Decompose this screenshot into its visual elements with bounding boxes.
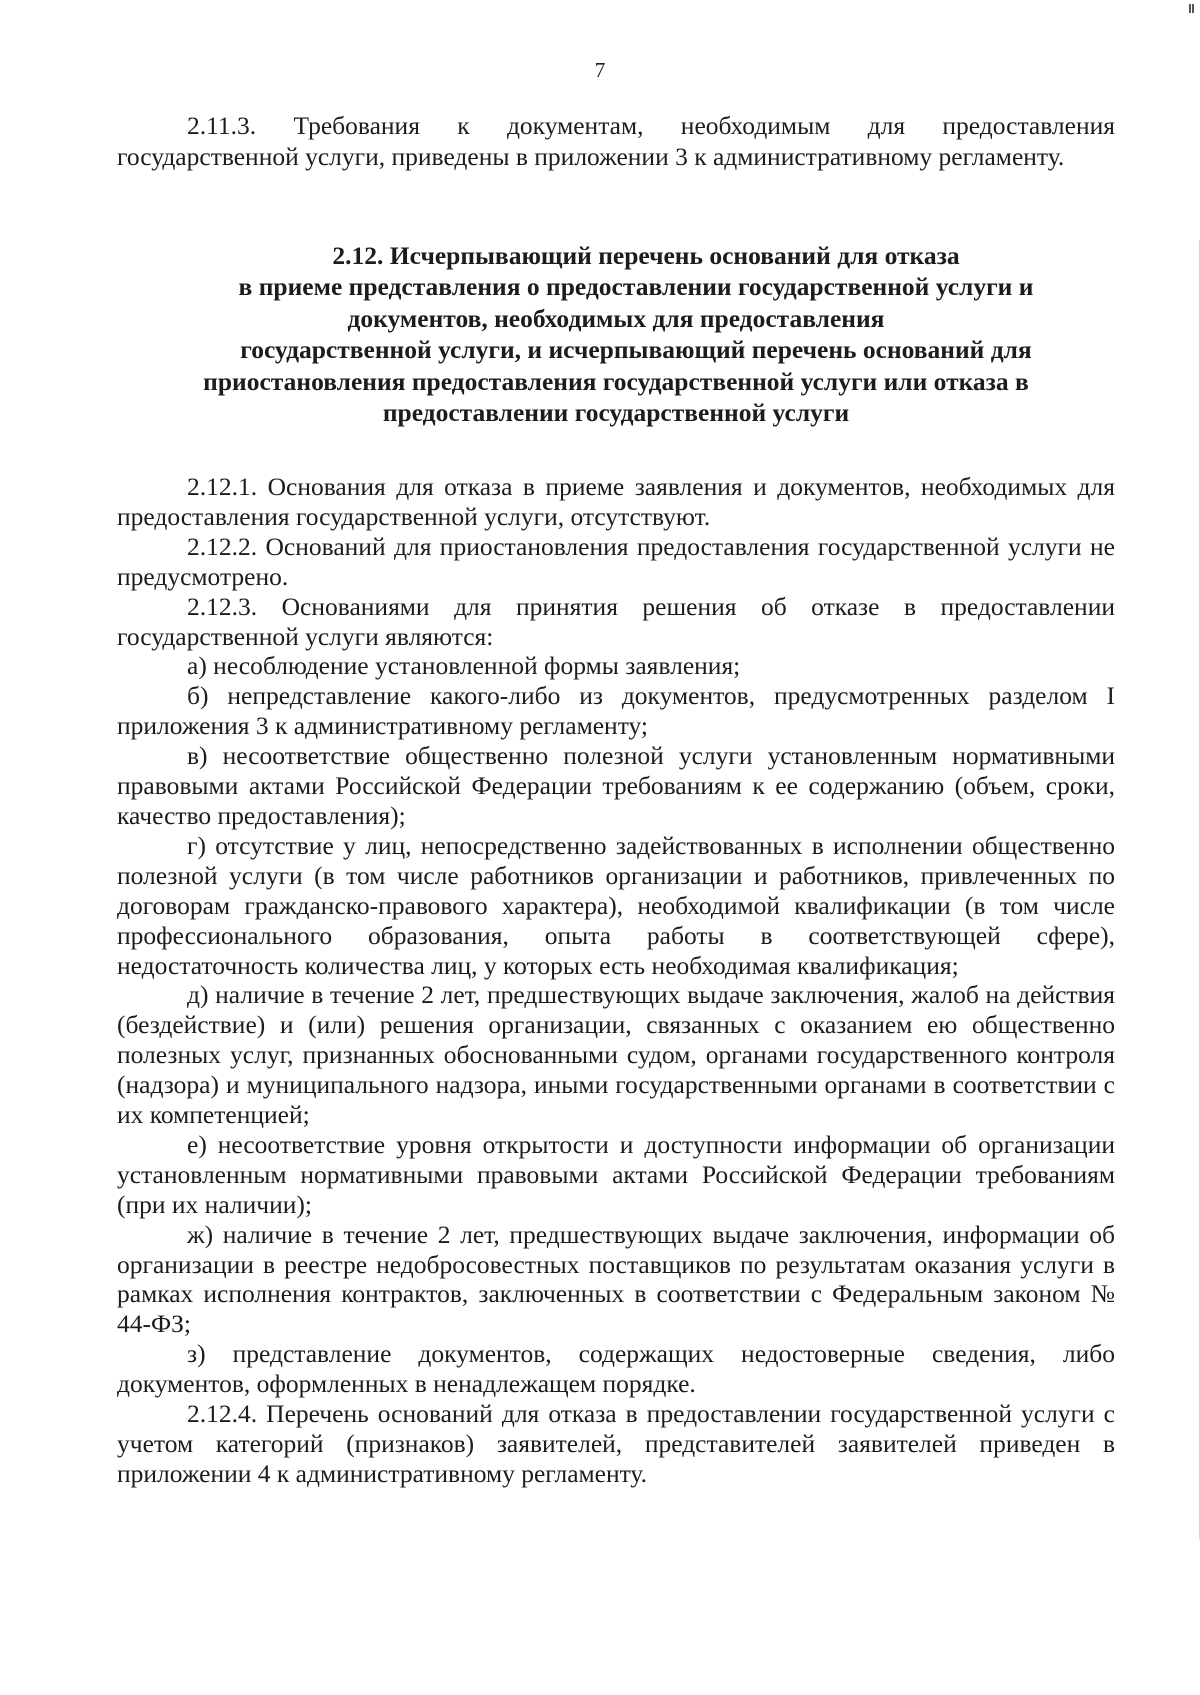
- heading-line: государственной услуги, и исчерпывающий перечень оснований для: [240, 335, 1032, 365]
- heading-line: в приеме представления о предоставлении государственной услуги и: [238, 272, 1034, 302]
- list-item-zh: ж) наличие в течение 2 лет, предшествующих выдаче заключения, информации об организации в реестре недобросовестных поставщиков по результатам оказания услуги в рамках исполнения контрактов, заключенных в соответствии с Федеральным законом № 44-ФЗ;: [117, 1219, 1115, 1339]
- list-item-z: з) представление документов, содержащих недостоверные сведения, либо документов, оформленных в ненадлежащем порядке.: [117, 1339, 1115, 1399]
- scan-corner-mark: [1189, 4, 1194, 13]
- list-item-v: в) несоответствие общественно полезной услуги установленным нормативными правовыми актами Российской Федерации требованиям к ее содержанию (объем, сроки, качество предоставления);: [117, 741, 1115, 830]
- paragraph-2-11-3: 2.11.3. Требования к документам, необходимым для предоставления государственной услуги, приведены в приложении 3 к административному регламенту.: [117, 111, 1115, 171]
- heading-line: документов, необходимых для предоставления: [347, 303, 885, 333]
- section-body: [117, 472, 1115, 1489]
- heading-line: приостановления предоставления государственной услуги или отказа в: [203, 366, 1029, 396]
- list-item-g: г) отсутствие у лиц, непосредственно задействованных в исполнении общественно полезной услуги (в том числе работников организации и работников, привлеченных по договорам гражданско-правового характера), необходимой квалификации (в том числе профессионального образования, опыта работы в соответствующей сфере), недостаточность количества лиц, у которых есть необходимая квалификация;: [117, 830, 1115, 980]
- list-item-a: а) несоблюдение установленной формы заявления;: [187, 651, 741, 681]
- list-item-b: б) непредставление какого-либо из документов, предусмотренных разделом I приложения 3 к административному регламенту;: [117, 681, 1115, 741]
- list-item-e: е) несоответствие уровня открытости и доступности информации об организации установленным нормативными правовыми актами Российской Федерации требованиям (при их наличии);: [117, 1129, 1115, 1219]
- page-number: 7: [594, 58, 606, 82]
- list-item-d: д) наличие в течение 2 лет, предшествующих выдаче заключения, жалоб на действия (бездействие) и (или) решения организации, связанных с оказанием ею общественно полезных услуг, признанных обоснованными судом, органами государственного контроля (надзора) и муниципального надзора, иными государственными органами в соответствии с их компетенцией;: [117, 980, 1115, 1130]
- heading-line: 2.12. Исчерпывающий перечень оснований для отказа: [332, 241, 960, 270]
- intro-paragraph-block: [117, 110, 1115, 172]
- paragraph-2-12-1: 2.12.1. Основания для отказа в приеме заявления и документов, необходимых для предоставления государственной услуги, отсутствуют.: [117, 472, 1115, 531]
- paragraph-2-12-3: 2.12.3. Основаниями для принятия решения об отказе в предоставлении государственной услуги являются:: [117, 591, 1115, 651]
- paragraph-2-12-2: 2.12.2. Оснований для приостановления предоставления государственной услуги не предусмотрено.: [117, 531, 1115, 591]
- heading-line: предоставлении государственной услуги: [382, 398, 850, 428]
- section-heading-2-12: [117, 240, 1115, 428]
- paragraph-2-12-4: 2.12.4. Перечень оснований для отказа в предоставлении государственной услуги с учетом категорий (признаков) заявителей, представителей заявителей приведен в приложении 4 к административному регламенту.: [117, 1399, 1115, 1488]
